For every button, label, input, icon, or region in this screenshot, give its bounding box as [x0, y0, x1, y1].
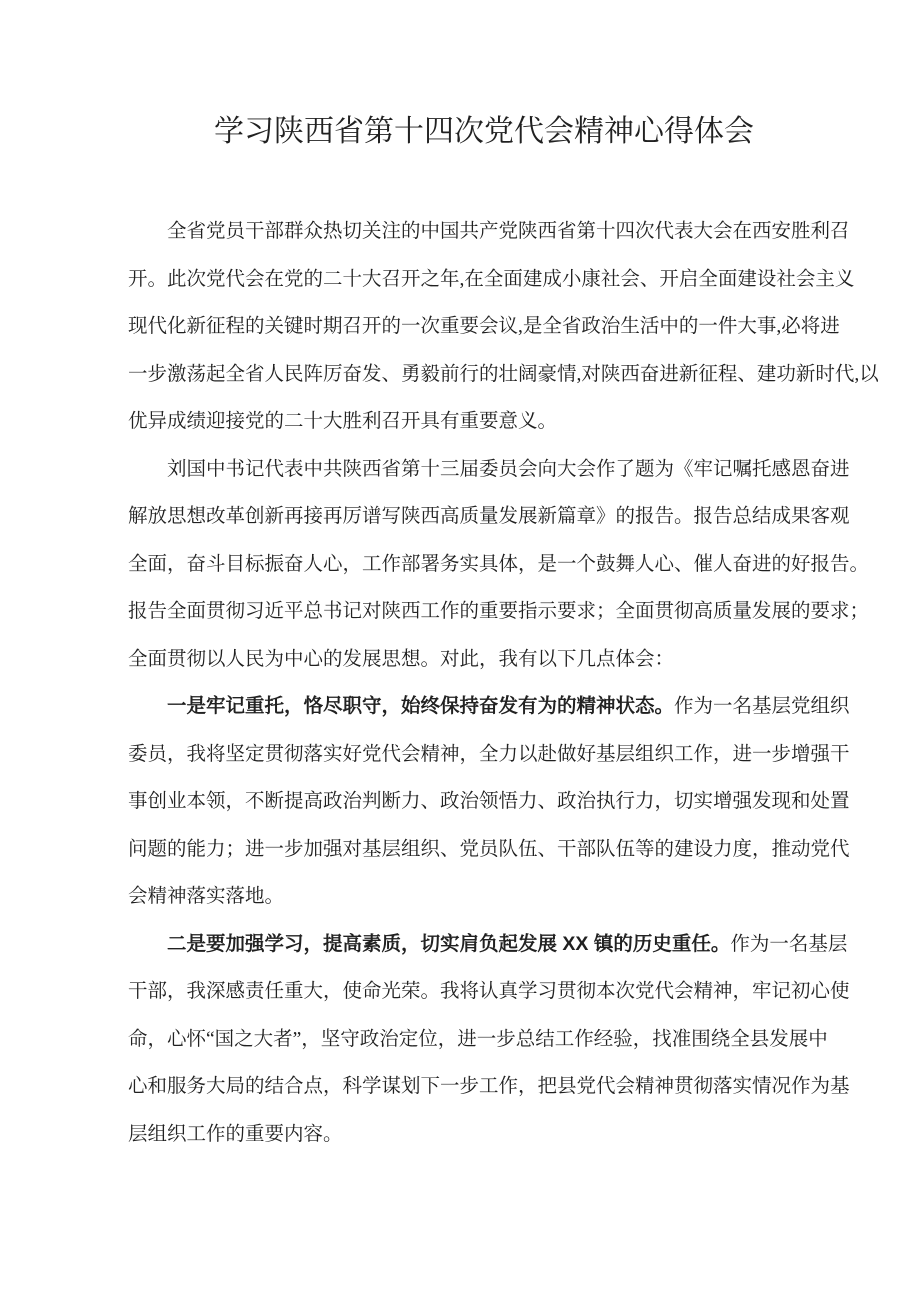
paragraph-line: 事创业本领，不断提高政治判断力、政治领悟力、政治执行力，切实增强发现和处置 — [128, 791, 850, 812]
paragraph-line: 命，心怀“国之大者”，坚守政治定位，进一步总结工作经验，找准围绕全县发展中 — [128, 1028, 828, 1050]
paragraph-line: 刘国中书记代表中共陕西省第十三届委员会向大会作了题为《牢记嘱托感恩奋进 — [167, 458, 850, 480]
paragraph-line: 开。此次党代会在党的二十大召开之年,在全面建成小康社会、开启全面建设社会主义 — [128, 268, 855, 290]
paragraph-line: 问题的能力；进一步加强对基层组织、党员队伍、干部队伍等的建设力度，推动党代 — [128, 838, 850, 860]
paragraph-line — [128, 683, 850, 731]
paragraph-line: 现代化新征程的关键时期召开的一次重要会议,是全省政治生活中的一件大事,必将进 — [128, 316, 840, 337]
paragraph-1 — [128, 208, 879, 446]
document-content — [128, 110, 879, 1158]
paragraph-line: 报告全面贯彻习近平总书记对陕西工作的重要指示要求；全面贯彻高质量发展的要求； — [128, 601, 870, 622]
document-title: 学习陕西省第十四次党代会精神心得体会 — [214, 115, 754, 148]
paragraph-line: 一步激荡起全省人民阵厉奋发、勇毅前行的壮阔豪情,对陕西奋进新征程、建功新时代,以 — [128, 363, 879, 385]
bold-lead-sentence: 二是要加强学习，提高素质，切实肩负起发展 XX 镇的历史重任。 — [167, 932, 731, 955]
line-text: 作为一名基层 — [730, 933, 848, 955]
paragraph-line: 会精神落实落地。 — [128, 886, 285, 907]
paragraph-line: 全省党员干部群众热切关注的中国共产党陕西省第十四次代表大会在西安胜利召 — [167, 221, 850, 242]
paragraph-4 — [128, 921, 850, 1159]
paragraph-line: 心和服务大局的结合点，科学谋划下一步工作，把县党代会精神贯彻落实情况作为基 — [128, 1076, 850, 1097]
paragraph-line: 干部，我深感责任重大，使命光荣。我将认真学习贯彻本次党代会精神，牢记初心使 — [128, 981, 850, 1002]
paragraph-3 — [128, 683, 850, 921]
paragraph-line: 层组织工作的重要内容。 — [128, 1123, 343, 1145]
paragraph-line: 全面贯彻以人民为中心的发展思想。对此，我有以下几点体会： — [128, 648, 675, 670]
paragraph-line: 全面，奋斗目标振奋人心，工作部署务实具体，是一个鼓舞人心、催人奋进的好报告。 — [128, 553, 870, 575]
paragraph-line — [128, 921, 848, 969]
bold-lead-sentence: 一是牢记重托，恪尽职守，始终保持奋发有为的精神状态。 — [167, 695, 675, 717]
document-body — [128, 208, 879, 1158]
paragraph-line: 委员，我将坚定贯彻落实好党代会精神，全力以赴做好基层组织工作，进一步增强干 — [128, 743, 850, 765]
paragraph-line: 优异成绩迎接党的二十大胜利召开具有重要意义。 — [128, 411, 558, 432]
line-text: 作为一名基层党组织 — [674, 696, 850, 717]
paragraph-2 — [128, 446, 870, 684]
paragraph-line: 解放思想改革创新再接再厉谱写陕西高质量发展新篇章》的报告。报告总结成果客观 — [128, 506, 850, 527]
